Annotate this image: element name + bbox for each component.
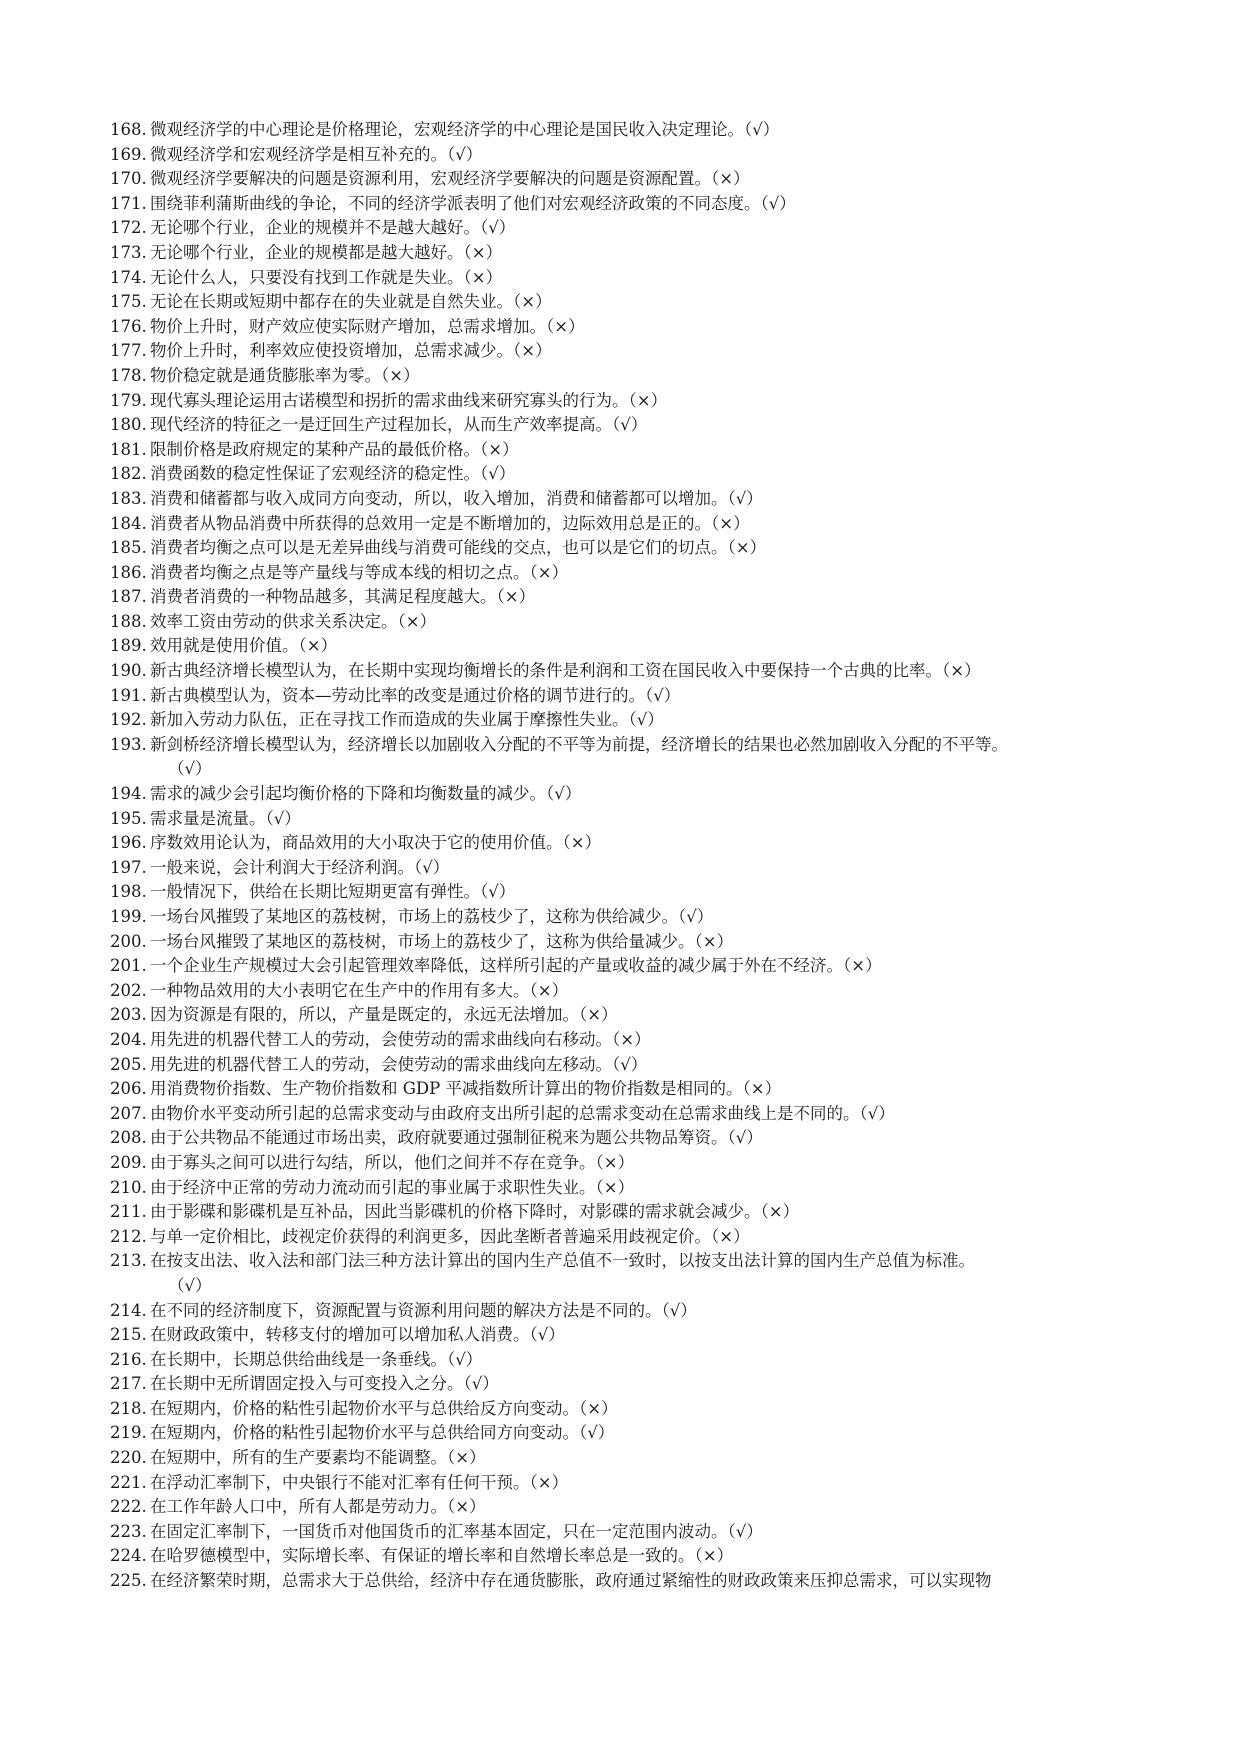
question-answer-continuation (110, 757, 1130, 782)
question-item (110, 1421, 1130, 1446)
question-text: 在短期内，价格的粘性引起物价水平与总供给反方向变动。（×） (150, 1398, 618, 1418)
question-text: 微观经济学要解决的问题是资源利用，宏观经济学要解决的问题是资源配置。（×） (150, 169, 750, 189)
question-text: 消费者均衡之点可以是无差异曲线与消费可能线的交点，也可以是它们的切点。（×） (150, 538, 767, 558)
question-text: 一种物品效用的大小表明它在生产中的作用有多大。（×） (150, 980, 569, 1000)
question-number: 178. (110, 365, 147, 385)
question-number: 188. (110, 611, 147, 631)
question-text: 用先进的机器代替工人的劳动，会使劳动的需求曲线向右移动。（×） (150, 1029, 651, 1049)
question-item (110, 438, 1130, 463)
question-text: 在短期内，价格的粘性引起物价水平与总供给同方向变动。（√） (150, 1423, 615, 1443)
question-text: 一般来说，会计利润大于经济利润。（√） (150, 857, 450, 877)
question-item (110, 143, 1130, 168)
question-item (110, 192, 1130, 217)
question-item (110, 315, 1130, 340)
question-text: 与单一定价相比，歧视定价获得的利润更多，因此垄断者普遍采用歧视定价。（×） (150, 1226, 750, 1246)
question-number: 197. (110, 857, 147, 877)
question-number: 185. (110, 538, 147, 558)
question-item (110, 1028, 1130, 1053)
question-text: 一个企业生产规模过大会引起管理效率降低，这样所引起的产量或收益的减少属于外在不经济。（×） (150, 956, 882, 976)
question-item (110, 1151, 1130, 1176)
question-item (110, 1348, 1130, 1373)
question-number: 200. (110, 931, 147, 951)
question-number: 201. (110, 956, 147, 976)
question-text: 在不同的经济制度下，资源配置与资源利用问题的解决方法是不同的。（√） (150, 1300, 697, 1320)
question-text: 在经济繁荣时期，总需求大于总供给，经济中存在通货膨胀，政府通过紧缩性的财政政策来压抑总需求，可以实现物 (150, 1571, 992, 1591)
question-number: 203. (110, 1005, 147, 1025)
question-text: 由物价水平变动所引起的总需求变动与由政府支出所引起的总需求变动在总需求曲线上是不同的。（√） (150, 1103, 895, 1123)
question-text: 新古典经济增长模型认为，在长期中实现均衡增长的条件是利润和工资在国民收入中要保持一个古典的比率。（×） (150, 661, 981, 681)
question-item (110, 684, 1130, 709)
question-item (110, 118, 1130, 143)
question-text: 消费者均衡之点是等产量线与等成本线的相切之点。（×） (150, 562, 569, 582)
question-number: 199. (110, 907, 147, 926)
question-text: 无论在长期或短期中都存在的失业就是自然失业。（×） (150, 292, 552, 312)
question-text: 微观经济学和宏观经济学是相互补充的。（√） (150, 144, 483, 164)
question-number: 180. (110, 415, 147, 435)
question-number: 223. (110, 1521, 147, 1541)
question-item (110, 831, 1130, 856)
question-text: 一场台风摧毁了某地区的荔枝树，市场上的荔枝少了，这称为供给量减少。（×） (150, 931, 734, 951)
question-text: 消费者消费的一种物品越多，其满足程度越大。（×） (150, 587, 536, 607)
question-item (110, 1176, 1130, 1201)
question-list (110, 118, 1130, 1594)
question-item (110, 1299, 1130, 1324)
question-number: 207. (110, 1103, 147, 1123)
question-number: 174. (110, 267, 147, 287)
question-text: 微观经济学的中心理论是价格理论，宏观经济学的中心理论是国民收入决定理论。（√） (150, 120, 780, 139)
question-item (110, 1544, 1130, 1569)
question-text: 物价上升时，财产效应使实际财产增加，总需求增加。（×） (150, 316, 585, 336)
question-item (110, 1569, 1130, 1594)
question-text: 一场台风摧毁了某地区的荔枝树，市场上的荔枝少了，这称为供给减少。（√） (150, 907, 714, 926)
question-text: 需求量是流量。（√） (150, 808, 301, 828)
question-number: 192. (110, 710, 147, 730)
question-text: 由于寡头之间可以进行勾结，所以，他们之间并不存在竞争。（×） (150, 1152, 635, 1172)
question-number: 179. (110, 390, 147, 410)
question-item (110, 413, 1130, 438)
question-number: 176. (110, 316, 147, 336)
question-number: 221. (110, 1472, 147, 1492)
question-number: 172. (110, 218, 147, 238)
question-item (110, 462, 1130, 487)
question-number: 204. (110, 1029, 147, 1049)
question-item (110, 561, 1130, 586)
question-number: 171. (110, 193, 147, 213)
question-text: 在财政政策中，转移支付的增加可以增加私人消费。（√） (150, 1325, 565, 1345)
question-number: 214. (110, 1300, 147, 1320)
question-item (110, 634, 1130, 659)
question-text: 现代寡头理论运用古诺模型和拐折的需求曲线来研究寡头的行为。（×） (150, 390, 668, 410)
question-item (110, 487, 1130, 512)
question-text: 消费函数的稳定性保证了宏观经济的稳定性。（√） (150, 464, 516, 484)
question-text: 在浮动汇率制下，中央银行不能对汇率有任何干预。（×） (150, 1472, 569, 1492)
question-text: 因为资源是有限的，所以，产量是既定的，永远无法增加。（×） (150, 1005, 618, 1025)
question-item (110, 1323, 1130, 1348)
question-number: 198. (110, 882, 147, 902)
question-number: 213. (110, 1251, 147, 1271)
question-number: 218. (110, 1398, 147, 1418)
question-text: 用先进的机器代替工人的劳动，会使劳动的需求曲线向左移动。（√） (150, 1054, 648, 1074)
question-item (110, 585, 1130, 610)
question-answer-continuation (110, 1274, 1130, 1299)
question-text: 在哈罗德模型中，实际增长率、有保证的增长率和自然增长率总是一致的。（×） (150, 1546, 734, 1566)
question-text: 限制价格是政府规定的某种产品的最低价格。（×） (150, 439, 519, 459)
question-number: 190. (110, 661, 147, 681)
question-number: 195. (110, 808, 147, 828)
question-item (110, 807, 1130, 832)
question-item (110, 1249, 1130, 1274)
question-text: 需求的减少会引起均衡价格的下降和均衡数量的减少。（√） (150, 784, 582, 804)
question-item (110, 167, 1130, 192)
question-item (110, 389, 1130, 414)
question-item (110, 1471, 1130, 1496)
question-number: 183. (110, 488, 147, 508)
question-text: 新加入劳动力队伍，正在寻找工作而造成的失业属于摩擦性失业。（√） (150, 710, 664, 730)
question-item (110, 1446, 1130, 1471)
question-text: 围绕菲利蒲斯曲线的争论，不同的经济学派表明了他们对宏观经济政策的不同态度。（√） (150, 193, 796, 213)
question-item (110, 1126, 1130, 1151)
question-item (110, 216, 1130, 241)
answer-mark: （√） (168, 759, 212, 779)
question-text: 在固定汇率制下，一国货币对他国货币的汇率基本固定，只在一定范围内波动。（√） (150, 1521, 763, 1541)
question-number: 194. (110, 784, 147, 804)
question-number: 187. (110, 587, 147, 607)
question-item (110, 512, 1130, 537)
question-number: 209. (110, 1152, 147, 1172)
question-item (110, 930, 1130, 955)
question-item (110, 1077, 1130, 1102)
question-number: 196. (110, 833, 147, 853)
question-item (110, 979, 1130, 1004)
question-item (110, 536, 1130, 561)
question-item (110, 241, 1130, 266)
answer-mark: （√） (168, 1275, 212, 1295)
question-text: 新古典模型认为，资本—劳动比率的改变是通过价格的调节进行的。（√） (150, 685, 681, 705)
question-text: 无论哪个行业，企业的规模并不是越大越好。（√） (150, 218, 516, 238)
question-item (110, 1102, 1130, 1127)
question-item (110, 708, 1130, 733)
question-number: 224. (110, 1546, 147, 1566)
question-number: 210. (110, 1177, 147, 1197)
question-text: 新剑桥经济增长模型认为，经济增长以加剧收入分配的不平等为前提，经济增长的结果也必然加剧收入分配的不平等。 (150, 734, 1008, 754)
question-text: 在长期中，长期总供给曲线是一条垂线。（√） (150, 1349, 483, 1369)
question-text: 现代经济的特征之一是迂回生产过程加长，从而生产效率提高。（√） (150, 415, 648, 435)
question-item (110, 1397, 1130, 1422)
question-number: 219. (110, 1423, 147, 1443)
question-item (110, 659, 1130, 684)
question-number: 220. (110, 1448, 147, 1468)
question-text: 由于公共物品不能通过市场出卖，政府就要通过强制征税来为题公共物品筹资。（√） (150, 1128, 763, 1148)
question-text: 由于影碟和影碟机是互补品，因此当影碟机的价格下降时，对影碟的需求就会减少。（×） (150, 1202, 800, 1222)
question-text: 无论哪个行业，企业的规模都是越大越好。（×） (150, 242, 503, 262)
question-text: 消费和储蓄都与收入成同方向变动，所以，收入增加，消费和储蓄都可以增加。（√） (150, 488, 763, 508)
question-text: 在工作年龄人口中，所有人都是劳动力。（×） (150, 1497, 486, 1517)
question-item (110, 1003, 1130, 1028)
question-item (110, 610, 1130, 635)
question-text: 一般情况下，供给在长期比短期更富有弹性。（√） (150, 882, 516, 902)
question-number: 170. (110, 169, 147, 189)
question-text: 在按支出法、收入法和部门法三种方法计算出的国内生产总值不一致时，以按支出法计算的国内生产总值为标准。 (150, 1251, 975, 1271)
question-number: 205. (110, 1054, 147, 1074)
question-number: 191. (110, 685, 147, 705)
question-number: 181. (110, 439, 147, 459)
question-number: 173. (110, 242, 147, 262)
question-item (110, 339, 1130, 364)
question-number: 216. (110, 1349, 147, 1369)
question-number: 193. (110, 734, 147, 754)
question-number: 168. (110, 120, 147, 139)
question-text: 物价稳定就是通货膨胀率为零。（×） (150, 365, 420, 385)
question-item (110, 290, 1130, 315)
question-number: 202. (110, 980, 147, 1000)
question-number: 222. (110, 1497, 147, 1517)
question-item (110, 856, 1130, 881)
question-text: 效用就是使用价值。（×） (150, 636, 338, 656)
question-item (110, 1200, 1130, 1225)
question-number: 211. (110, 1202, 147, 1222)
question-number: 184. (110, 513, 147, 533)
question-number: 175. (110, 292, 147, 312)
question-item (110, 1520, 1130, 1545)
question-number: 177. (110, 341, 147, 361)
question-item (110, 1225, 1130, 1250)
question-text: 用消费物价指数、生产物价指数和 GDP 平减指数所计算出的物价指数是相同的。（×） (150, 1079, 782, 1099)
question-item (110, 266, 1130, 291)
question-text: 物价上升时，利率效应使投资增加，总需求减少。（×） (150, 341, 552, 361)
question-item (110, 905, 1130, 930)
question-number: 169. (110, 144, 147, 164)
question-item (110, 954, 1130, 979)
question-number: 182. (110, 464, 147, 484)
question-number: 206. (110, 1079, 147, 1099)
question-number: 215. (110, 1325, 147, 1345)
question-item (110, 1053, 1130, 1078)
question-item (110, 364, 1130, 389)
question-number: 186. (110, 562, 147, 582)
question-text: 序数效用论认为，商品效用的大小取决于它的使用价值。（×） (150, 833, 602, 853)
question-item (110, 880, 1130, 905)
question-item (110, 1372, 1130, 1397)
question-text: 在长期中无所谓固定投入与可变投入之分。（√） (150, 1374, 499, 1394)
question-text: 效率工资由劳动的供求关系决定。（×） (150, 611, 437, 631)
question-number: 225. (110, 1571, 147, 1591)
question-number: 217. (110, 1374, 147, 1394)
question-number: 208. (110, 1128, 147, 1148)
question-item (110, 733, 1130, 758)
question-item (110, 1495, 1130, 1520)
question-text: 无论什么人，只要没有找到工作就是失业。（×） (150, 267, 503, 287)
question-text: 由于经济中正常的劳动力流动而引起的事业属于求职性失业。（×） (150, 1177, 635, 1197)
question-number: 189. (110, 636, 147, 656)
question-text: 消费者从物品消费中所获得的总效用一定是不断增加的，边际效用总是正的。（×） (150, 513, 750, 533)
question-number: 212. (110, 1226, 147, 1246)
question-item (110, 782, 1130, 807)
question-text: 在短期中，所有的生产要素均不能调整。（×） (150, 1448, 486, 1468)
